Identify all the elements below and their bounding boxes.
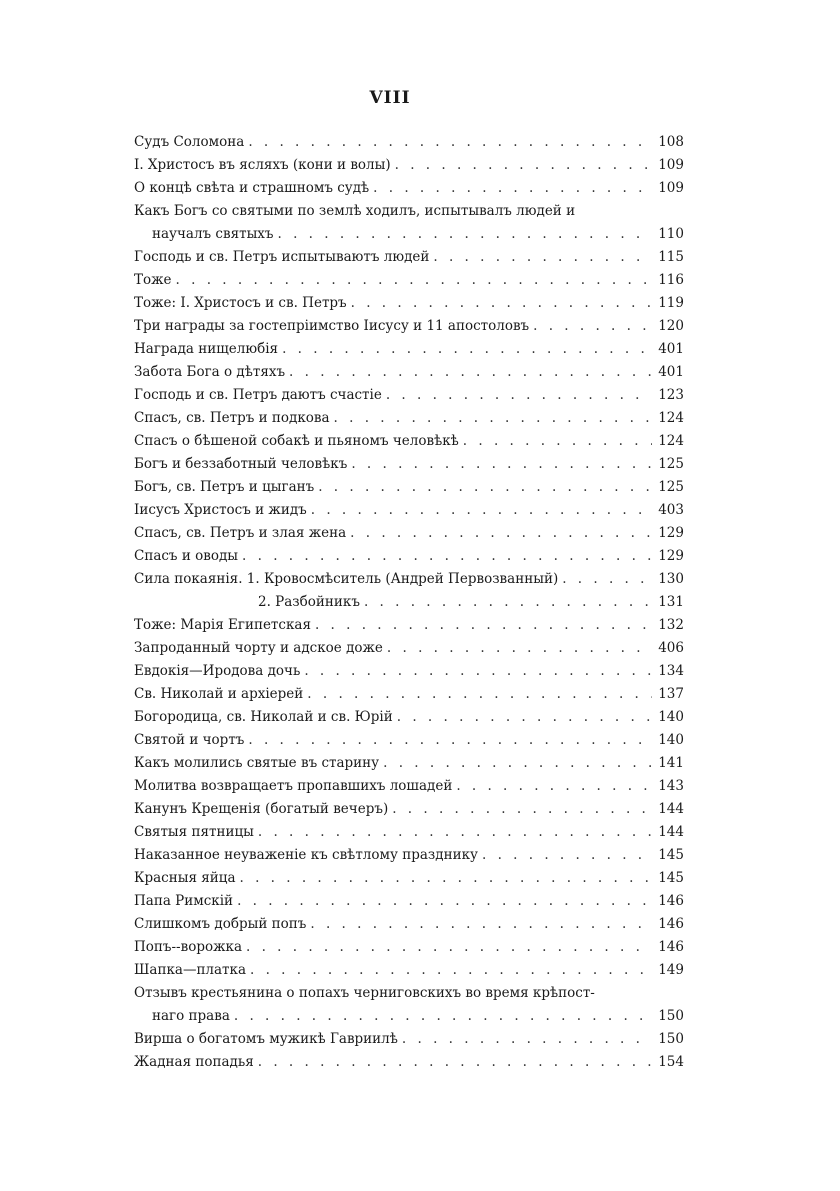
dot-leader (258, 821, 652, 844)
toc-entry (134, 1028, 684, 1051)
dot-leader (562, 568, 652, 591)
toc-entry-page: 143 (658, 778, 684, 794)
toc-entry-title: Молитва возвращаетъ пропавшихъ лошадей (134, 778, 453, 794)
toc-entry-title: Св. Николай и архіерей (134, 686, 304, 702)
toc-entry-page: 124 (658, 433, 684, 449)
dot-leader (282, 338, 652, 361)
dot-leader (386, 384, 652, 407)
toc-entry (134, 591, 684, 614)
toc-entry-title: Спасъ, св. Петръ и злая жена (134, 525, 347, 541)
toc-entry (134, 982, 684, 1005)
toc-entry-page: 141 (658, 755, 684, 771)
toc-entry (134, 959, 684, 982)
toc-entry-title: Сила покаянія. 1. Кровосмѣситель (Андрей Первозванный) (134, 571, 559, 587)
dot-leader (383, 752, 652, 775)
toc-entry (134, 683, 684, 706)
toc-entry (134, 798, 684, 821)
toc-entry-title: І. Христосъ въ ясляхъ (кони и волы) (134, 157, 391, 173)
toc-entry-title: Спасъ и оводы (134, 548, 239, 564)
toc-entry (134, 568, 684, 591)
dot-leader (237, 890, 652, 913)
toc-entry-title: Канунъ Крещенія (богатый вечеръ) (134, 801, 389, 817)
toc-entry (134, 545, 684, 568)
toc-entry-page: 140 (658, 709, 684, 725)
toc-entry-title: О концѣ свѣта и страшномъ судѣ (134, 180, 370, 196)
toc-entry-title: Спасъ о бѣшеной собакѣ и пьяномъ человѣкѣ (134, 433, 459, 449)
toc-entry-title: Три награды за гостепріимство Іисусу и 11 апостоловъ (134, 318, 530, 334)
toc-entry (134, 660, 684, 683)
toc-entry-page: 144 (658, 801, 684, 817)
toc-entry (134, 430, 684, 453)
toc-entry-page: 134 (658, 663, 684, 679)
toc-entry-page: 401 (658, 341, 684, 357)
toc-entry-page: 109 (658, 157, 684, 173)
dot-leader (397, 706, 652, 729)
toc-entry-page: 109 (658, 180, 684, 196)
toc-entry-page: 125 (658, 456, 684, 472)
toc-entry (134, 844, 684, 867)
toc-entry-page: 131 (658, 594, 684, 610)
dot-leader (310, 913, 652, 936)
dot-leader (307, 683, 652, 706)
dot-leader (311, 499, 652, 522)
toc-entry (134, 637, 684, 660)
dot-leader (395, 154, 652, 177)
toc-entry (134, 154, 684, 177)
dot-leader (176, 269, 652, 292)
toc-entry (134, 729, 684, 752)
toc-entry (134, 775, 684, 798)
dot-leader (315, 614, 652, 637)
toc-entry-title: наго права (152, 1008, 230, 1024)
toc-entry-title: Господь и св. Петръ испытываютъ людей (134, 249, 430, 265)
toc-entry-page: 150 (658, 1008, 684, 1024)
toc-entry-page: 145 (658, 870, 684, 886)
dot-leader (248, 131, 652, 154)
dot-leader (242, 545, 652, 568)
dot-leader (350, 522, 652, 545)
toc-entry-title: Святыя пятницы (134, 824, 254, 840)
toc-entry (134, 499, 684, 522)
toc-entry-title: Запроданный чорту и адское дожe (134, 640, 383, 656)
dot-leader (351, 453, 652, 476)
dot-leader (234, 1005, 652, 1028)
toc-entry (134, 614, 684, 637)
toc-entry-title: Тоже: Марія Египетская (134, 617, 311, 633)
toc-entry (134, 200, 684, 223)
toc-entry (134, 223, 684, 246)
dot-leader (373, 177, 652, 200)
toc-entry-title: Слишкомъ добрый попъ (134, 916, 307, 932)
toc-entry-title: Богъ и беззаботный человѣкъ (134, 456, 348, 472)
toc-entry-page: 115 (658, 249, 684, 265)
toc-entry-page: 140 (658, 732, 684, 748)
toc-entry-title: Тоже (134, 272, 172, 288)
toc-entry (134, 821, 684, 844)
toc-entry (134, 384, 684, 407)
toc-entry (134, 407, 684, 430)
toc-entry-title: Судъ Соломона (134, 134, 245, 150)
dot-leader (318, 476, 652, 499)
dot-leader (240, 867, 653, 890)
toc-entry-title: Наказанное неуваженіе къ свѣтлому празднику (134, 847, 478, 863)
toc-entry-title: Евдокія—Иродова дочь (134, 663, 301, 679)
toc-entry (134, 706, 684, 729)
toc-entry (134, 522, 684, 545)
toc-entry-title: Отзывъ крестьянина о попахъ черниговскихъ во время крѣпост- (134, 985, 595, 1001)
dot-leader (482, 844, 652, 867)
toc-entry-title: Святой и чортъ (134, 732, 245, 748)
toc-entry-page: 110 (658, 226, 684, 242)
toc-entry-title: Папа Римскій (134, 893, 234, 909)
toc-entry (134, 1051, 684, 1074)
toc-entry-title: Богъ, св. Петръ и цыганъ (134, 479, 315, 495)
toc-entry-page: 401 (658, 364, 684, 380)
toc-entry-page: 146 (658, 916, 684, 932)
toc-entry (134, 752, 684, 775)
toc-entry (134, 867, 684, 890)
dot-leader (258, 1051, 652, 1074)
toc-entry-title: Жадная попадья (134, 1054, 254, 1070)
table-of-contents (134, 131, 684, 1074)
toc-entry-page: 129 (658, 525, 684, 541)
toc-entry-title: Іисусъ Христосъ и жидъ (134, 502, 307, 518)
toc-entry (134, 131, 684, 154)
toc-entry-page: 149 (658, 962, 684, 978)
toc-entry-title: 2. Разбойникъ (258, 594, 360, 610)
toc-entry (134, 177, 684, 200)
toc-entry-title: Какъ молились святые въ старину (134, 755, 380, 771)
toc-entry-page: 129 (658, 548, 684, 564)
dot-leader (289, 361, 652, 384)
toc-entry (134, 246, 684, 269)
toc-entry-page: 108 (658, 134, 684, 150)
dot-leader (392, 798, 652, 821)
dot-leader (433, 246, 652, 269)
toc-entry-page: 119 (658, 295, 684, 311)
toc-entry (134, 936, 684, 959)
dot-leader (304, 660, 652, 683)
dot-leader (402, 1028, 652, 1051)
toc-entry (134, 338, 684, 361)
toc-entry-title: Награда нищелюбія (134, 341, 279, 357)
toc-entry (134, 890, 684, 913)
toc-entry-page: 150 (658, 1031, 684, 1047)
toc-entry-page: 123 (658, 387, 684, 403)
dot-leader (387, 637, 652, 660)
toc-entry-page: 146 (658, 939, 684, 955)
toc-entry-page: 130 (658, 571, 684, 587)
dot-leader (246, 936, 652, 959)
toc-entry-page: 116 (658, 272, 684, 288)
toc-entry-title: Вирша о богатомъ мужикѣ Гавриилѣ (134, 1031, 398, 1047)
page-number: VIII (369, 88, 411, 108)
dot-leader (533, 315, 652, 338)
toc-entry (134, 913, 684, 936)
toc-entry-title: Попъ--ворожка (134, 939, 243, 955)
toc-entry-title: Богородица, св. Николай и св. Юрій (134, 709, 393, 725)
dot-leader (463, 430, 652, 453)
toc-entry-page: 132 (658, 617, 684, 633)
toc-entry-page: 145 (658, 847, 684, 863)
dot-leader (334, 407, 652, 430)
toc-entry-title: Господь и св. Петръ даютъ счастіе (134, 387, 382, 403)
toc-entry-title: Забота Бога о дѣтяхъ (134, 364, 286, 380)
toc-entry-title: Шапка—платка (134, 962, 247, 978)
toc-entry-page: 146 (658, 893, 684, 909)
toc-entry-page: 137 (658, 686, 684, 702)
toc-entry-page: 144 (658, 824, 684, 840)
toc-entry (134, 292, 684, 315)
toc-entry-title: научалъ святыхъ (152, 226, 274, 242)
toc-entry (134, 1005, 684, 1028)
toc-entry (134, 269, 684, 292)
toc-entry-title: Какъ Богъ со святыми по землѣ ходилъ, испытывалъ людей и (134, 203, 576, 219)
toc-entry (134, 476, 684, 499)
toc-entry-page: 403 (658, 502, 684, 518)
toc-entry-title: Тоже: І. Христосъ и св. Петръ (134, 295, 347, 311)
toc-entry (134, 361, 684, 384)
dot-leader (250, 959, 652, 982)
toc-entry-page: 124 (658, 410, 684, 426)
toc-entry-title: Спасъ, св. Петръ и подкова (134, 410, 330, 426)
toc-entry-title: Красныя яйца (134, 870, 236, 886)
toc-entry-page: 120 (658, 318, 684, 334)
toc-entry (134, 453, 684, 476)
dot-leader (364, 591, 652, 614)
toc-entry-page: 154 (658, 1054, 684, 1070)
dot-leader (248, 729, 652, 752)
dot-leader (278, 223, 652, 246)
toc-entry-page: 125 (658, 479, 684, 495)
toc-entry-page: 406 (658, 640, 684, 656)
dot-leader (456, 775, 652, 798)
dot-leader (351, 292, 652, 315)
toc-entry (134, 315, 684, 338)
